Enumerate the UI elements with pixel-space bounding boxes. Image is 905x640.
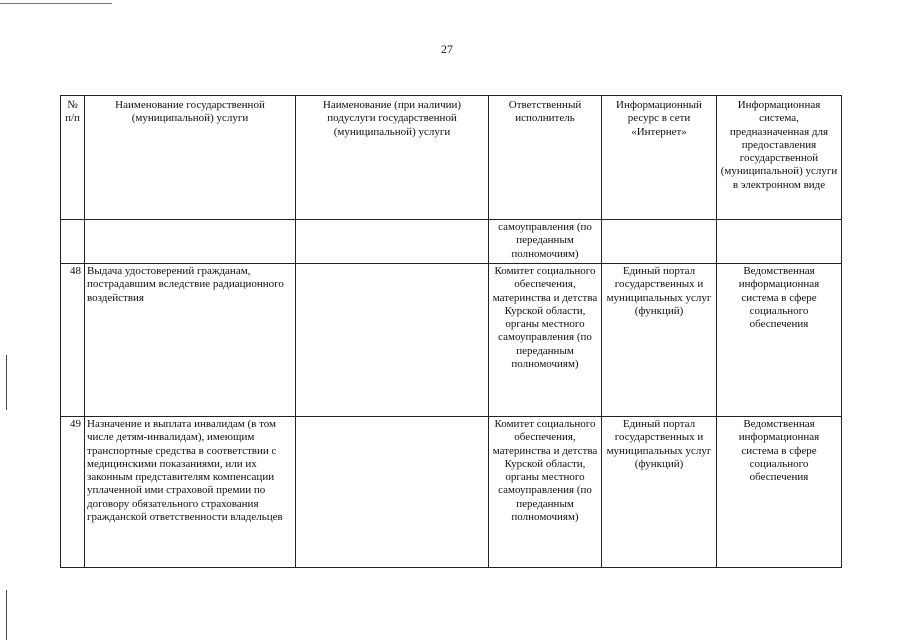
- executor-cell: Комитет социального обеспечения, материнства и детства Курской области, органы местного самоуправления (по переданным полномочиям): [489, 264, 602, 417]
- system-cell: [717, 220, 842, 264]
- scan-margin-mark: [6, 355, 7, 410]
- subservice-cell: [296, 220, 489, 264]
- service-name-cell: Выдача удостоверений гражданам, пострадавшим вследствие радиационного воздействия: [85, 264, 296, 417]
- table-row: [61, 264, 842, 417]
- subservice-cell: [296, 417, 489, 568]
- header-number: № п/п: [61, 96, 85, 220]
- table-row: [61, 417, 842, 568]
- row-number: [61, 220, 85, 264]
- table-row: [61, 220, 842, 264]
- service-name-cell: Назначение и выплата инвалидам (в том числе детям-инвалидам), имеющим транспортные средства в соответствии с медицинскими показаниями, или их законным представителям компенсации уплаченной ими страховой премии по договору обязательного страхования гражданской ответственности владельцев: [85, 417, 296, 568]
- service-name-cell: [85, 220, 296, 264]
- system-cell: Ведомственная информационная система в сфере социального обеспечения: [717, 264, 842, 417]
- executor-cell: самоуправления (по переданным полномочиям): [489, 220, 602, 264]
- header-information-system: Информационная система, предназначенная для предоставления государственной (муниципальной) услуги в электронном виде: [717, 96, 842, 220]
- table-header-row: [61, 96, 842, 220]
- scan-edge-mark: [0, 3, 112, 4]
- header-service-name: Наименование государственной (муниципальной) услуги: [85, 96, 296, 220]
- header-executor: Ответственный исполнитель: [489, 96, 602, 220]
- resource-cell: Единый портал государственных и муниципальных услуг (функций): [602, 264, 717, 417]
- header-internet-resource: Информационный ресурс в сети «Интернет»: [602, 96, 717, 220]
- page-number: 27: [441, 42, 453, 56]
- scan-margin-mark: [6, 590, 7, 640]
- executor-cell: Комитет социального обеспечения, материнства и детства Курской области, органы местного самоуправления (по переданным полномочиям): [489, 417, 602, 568]
- resource-cell: [602, 220, 717, 264]
- system-cell: Ведомственная информационная система в сфере социального обеспечения: [717, 417, 842, 568]
- row-number: 48: [61, 264, 85, 417]
- resource-cell: Единый портал государственных и муниципальных услуг (функций): [602, 417, 717, 568]
- header-subservice-name: Наименование (при наличии) подуслуги государственной (муниципальной) услуги: [296, 96, 489, 220]
- subservice-cell: [296, 264, 489, 417]
- row-number: 49: [61, 417, 85, 568]
- services-table: [60, 95, 842, 568]
